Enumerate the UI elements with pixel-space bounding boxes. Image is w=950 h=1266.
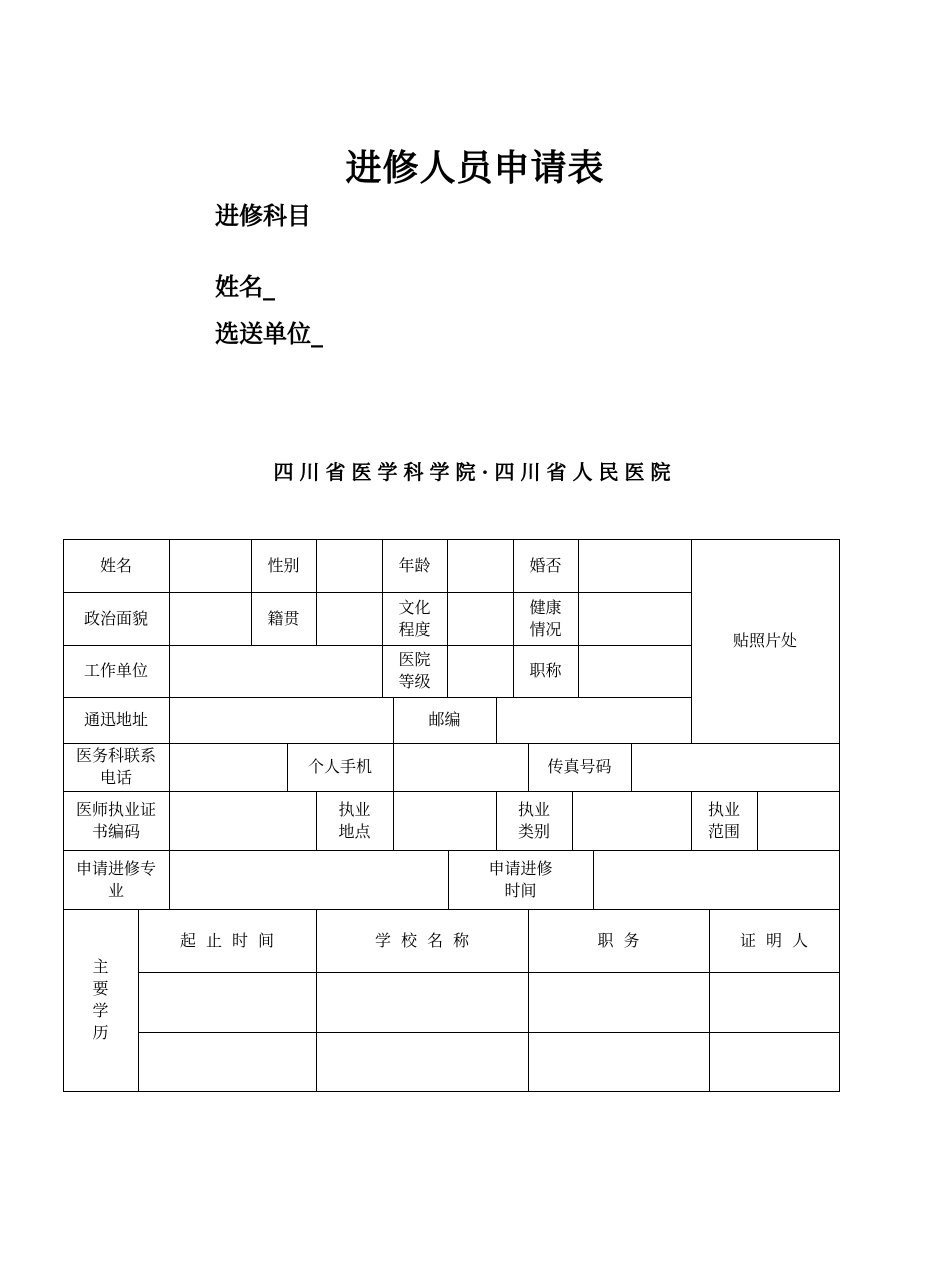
input-fax[interactable] bbox=[632, 744, 839, 791]
input-name[interactable] bbox=[170, 540, 251, 592]
input-license-no[interactable] bbox=[170, 792, 316, 850]
input-education[interactable] bbox=[448, 593, 513, 645]
edu-school-2[interactable] bbox=[317, 1033, 528, 1091]
form-title: 进修人员申请表 bbox=[345, 148, 605, 189]
input-gender[interactable] bbox=[317, 540, 382, 592]
edu-position-2[interactable] bbox=[529, 1033, 709, 1091]
input-age[interactable] bbox=[448, 540, 513, 592]
label-marital: 婚否 bbox=[529, 555, 562, 575]
edu-period-1[interactable] bbox=[139, 973, 316, 1032]
table-border-bottom bbox=[63, 1091, 840, 1092]
label-hospital-level: 医院 等级 bbox=[398, 650, 431, 691]
unit-field-label: 选送单位_ bbox=[215, 320, 323, 348]
header-witness: 证明人 bbox=[739, 930, 818, 950]
label-education: 文化 程度 bbox=[398, 597, 431, 639]
edu-school-1[interactable] bbox=[317, 973, 528, 1032]
input-hospital-level[interactable] bbox=[448, 646, 513, 697]
input-practice-place[interactable] bbox=[394, 792, 496, 850]
input-political[interactable] bbox=[170, 593, 251, 645]
edu-position-1[interactable] bbox=[529, 973, 709, 1032]
header-period: 起止时间 bbox=[179, 930, 284, 950]
input-apply-time[interactable] bbox=[594, 851, 839, 909]
label-age: 年龄 bbox=[398, 555, 431, 575]
label-main-education: 主 要 学 历 bbox=[92, 957, 109, 1042]
label-practice-category: 执业 类别 bbox=[517, 799, 550, 841]
header-position: 职务 bbox=[597, 930, 650, 950]
label-name: 姓名 bbox=[99, 555, 132, 575]
input-apply-specialty[interactable] bbox=[170, 851, 448, 909]
input-practice-scope[interactable] bbox=[758, 792, 839, 850]
institution-name: 四川省医学科学院·四川省人民医院 bbox=[273, 460, 677, 484]
label-fax: 传真号码 bbox=[547, 757, 612, 776]
input-practice-category[interactable] bbox=[573, 792, 691, 850]
label-med-affairs-phone: 医务科联系 电话 bbox=[75, 746, 156, 787]
label-address: 通迅地址 bbox=[83, 710, 148, 729]
edu-witness-2[interactable] bbox=[710, 1033, 839, 1091]
table-border-right bbox=[839, 539, 840, 1092]
label-mobile: 个人手机 bbox=[307, 757, 372, 776]
label-political: 政治面貌 bbox=[83, 608, 148, 628]
label-apply-time: 申请进修 时间 bbox=[488, 858, 553, 900]
label-gender: 性别 bbox=[267, 555, 300, 575]
subject-field-label: 进修科目 bbox=[215, 202, 311, 230]
photo-area[interactable]: 贴照片处 bbox=[732, 631, 797, 650]
header-school: 学校名称 bbox=[374, 930, 479, 950]
label-apply-specialty: 申请进修专 业 bbox=[75, 858, 156, 900]
input-mobile[interactable] bbox=[394, 744, 528, 791]
input-job-title[interactable] bbox=[579, 646, 691, 697]
label-health: 健康 情况 bbox=[529, 597, 562, 639]
input-marital[interactable] bbox=[579, 540, 691, 592]
input-health[interactable] bbox=[579, 593, 691, 645]
input-native-place[interactable] bbox=[317, 593, 382, 645]
input-med-affairs-phone[interactable] bbox=[170, 744, 287, 791]
label-native-place: 籍贯 bbox=[267, 608, 300, 628]
edu-period-2[interactable] bbox=[139, 1033, 316, 1091]
input-address[interactable] bbox=[170, 698, 393, 743]
label-job-title: 职称 bbox=[529, 661, 562, 680]
label-postcode: 邮编 bbox=[428, 710, 461, 729]
label-practice-scope: 执业 范围 bbox=[707, 799, 740, 841]
input-postcode[interactable] bbox=[497, 698, 691, 743]
label-practice-place: 执业 地点 bbox=[338, 799, 371, 841]
label-license-no: 医师执业证 书编码 bbox=[75, 799, 156, 841]
input-work-unit[interactable] bbox=[170, 646, 382, 697]
name-field-label: 姓名_ bbox=[215, 273, 275, 301]
edu-witness-1[interactable] bbox=[710, 973, 839, 1032]
label-work-unit: 工作单位 bbox=[83, 661, 148, 680]
